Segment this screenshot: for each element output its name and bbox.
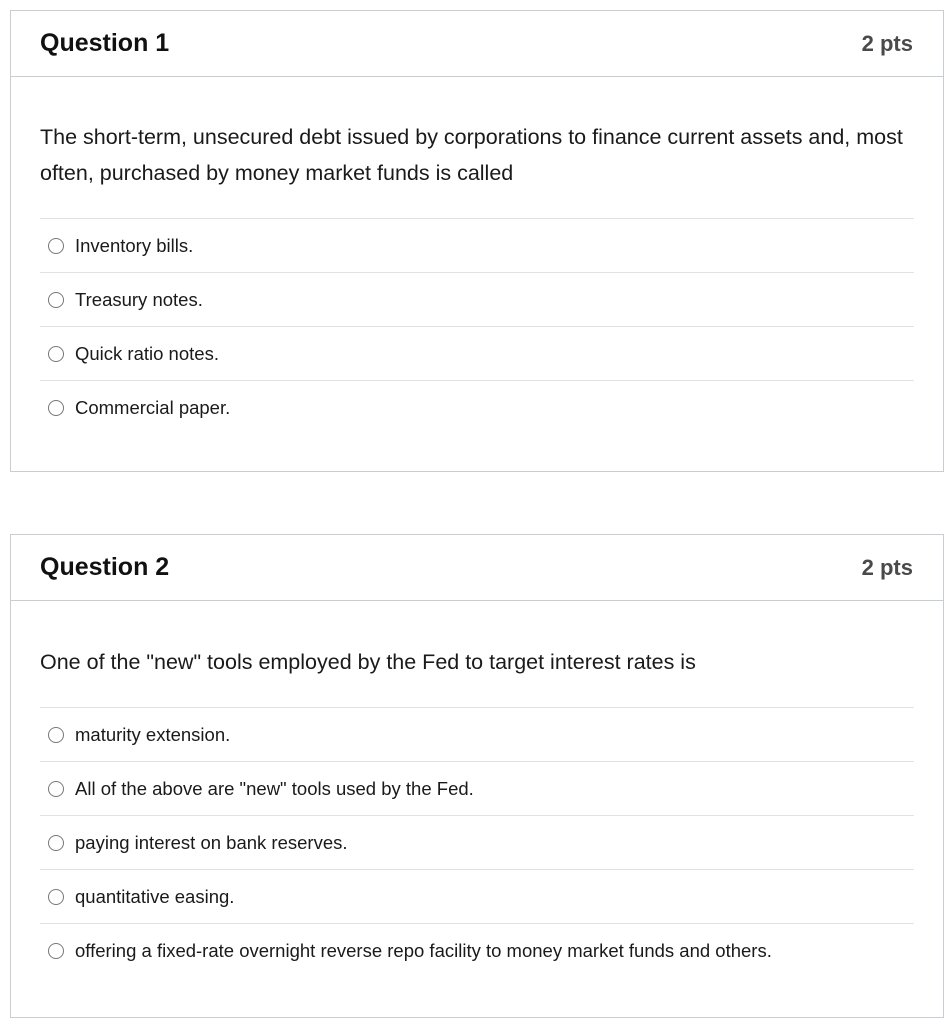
radio-button[interactable] — [48, 292, 64, 308]
answer-option[interactable] — [40, 924, 914, 978]
answer-option[interactable] — [40, 327, 914, 381]
radio-button[interactable] — [48, 889, 64, 905]
answer-option[interactable] — [40, 273, 914, 327]
radio-button[interactable] — [48, 781, 64, 797]
answer-label: paying interest on bank reserves. — [75, 831, 348, 853]
question-points: 2 pts — [861, 554, 913, 580]
question-text: The short-term, unsecured debt issued by corporations to finance current assets and, most often, purchased by money market funds is called — [40, 77, 914, 219]
answer-label: All of the above are "new" tools used by the Fed. — [75, 777, 474, 799]
answer-option[interactable] — [40, 816, 914, 870]
answer-label: maturity extension. — [75, 723, 231, 745]
question-header — [11, 535, 943, 601]
answer-option[interactable] — [40, 870, 914, 924]
answer-label: offering a fixed-rate overnight reverse repo facility to money market funds and others. — [75, 940, 772, 961]
radio-button[interactable] — [48, 835, 64, 851]
question-header — [11, 11, 943, 77]
radio-button[interactable] — [48, 400, 64, 416]
question-text: One of the "new" tools employed by the Fed to target interest rates is — [40, 601, 914, 708]
question-points: 2 pts — [861, 30, 913, 56]
radio-button[interactable] — [48, 346, 64, 362]
answer-label: quantitative easing. — [75, 885, 235, 907]
question-card-2 — [10, 534, 944, 1018]
answer-label: Quick ratio notes. — [75, 342, 219, 364]
answer-list — [40, 219, 914, 435]
answer-label: Commercial paper. — [75, 397, 231, 418]
answer-option[interactable] — [40, 762, 914, 816]
question-card-1 — [10, 10, 944, 472]
answer-option[interactable] — [40, 219, 914, 273]
radio-button[interactable] — [48, 238, 64, 254]
question-title: Question 1 — [40, 29, 170, 57]
answer-option[interactable] — [40, 708, 914, 762]
radio-button[interactable] — [48, 943, 64, 959]
question-body — [11, 601, 943, 978]
answer-list — [40, 708, 914, 978]
radio-button[interactable] — [48, 727, 64, 743]
question-title: Question 2 — [40, 553, 170, 581]
answer-option[interactable] — [40, 381, 914, 435]
question-body — [11, 77, 943, 435]
answer-label: Inventory bills. — [75, 234, 194, 256]
answer-label: Treasury notes. — [75, 288, 203, 310]
